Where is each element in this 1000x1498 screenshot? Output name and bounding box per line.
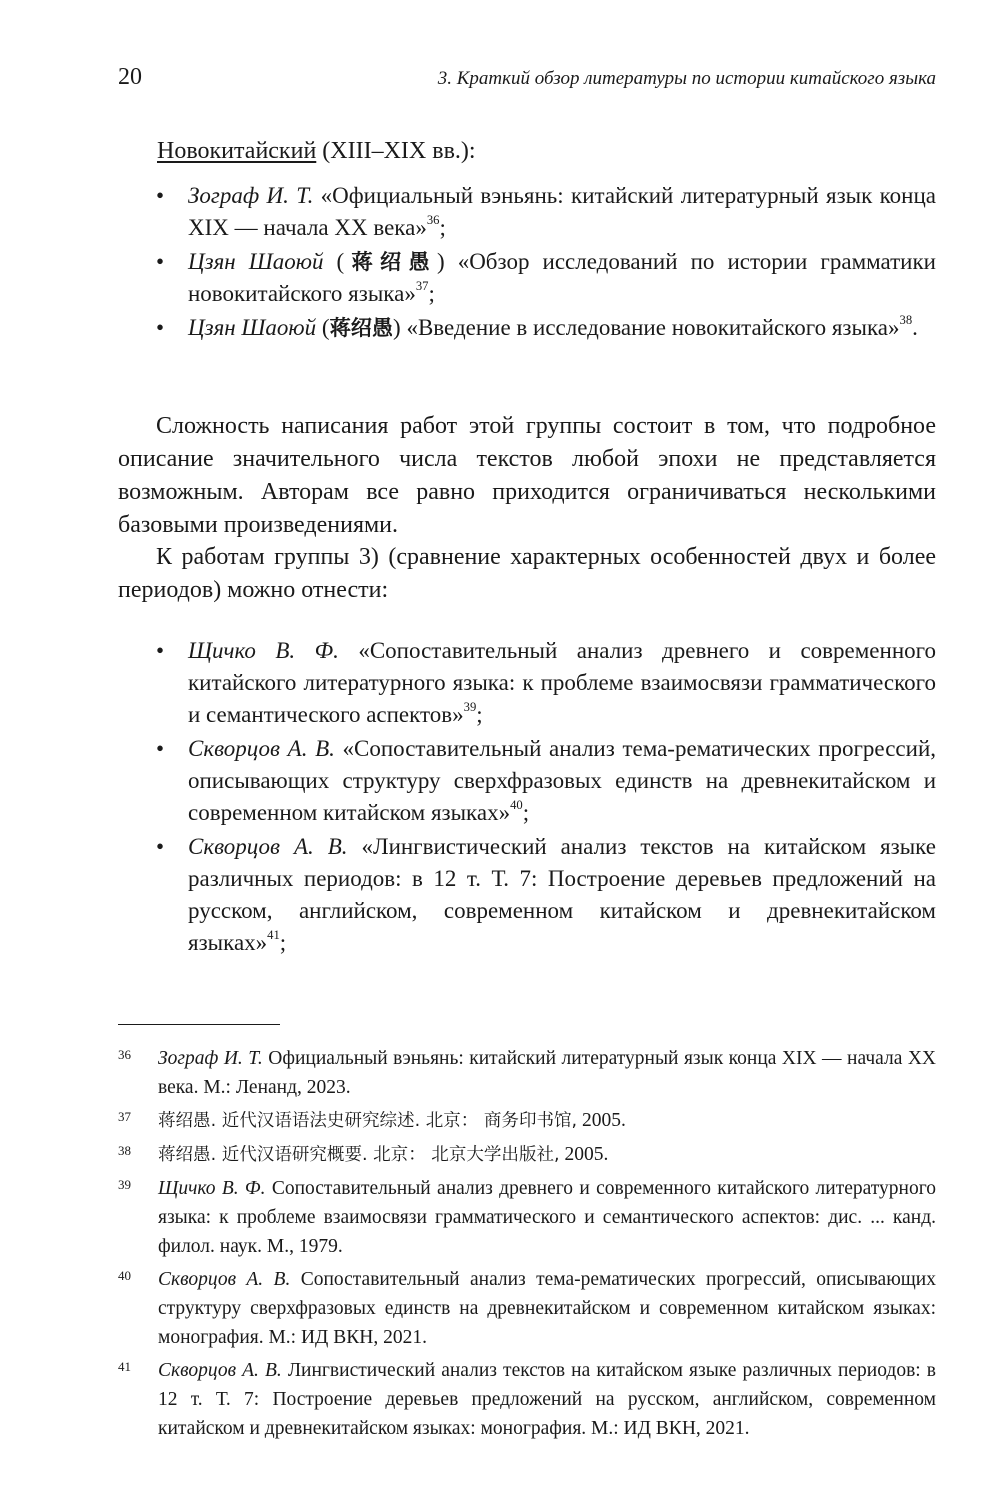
bullet-icon: • — [156, 183, 165, 208]
footnote-ref[interactable]: 37 — [415, 278, 429, 293]
footnote-text: Лингвистический анализ текстов на китайском языке различных периодов: в 12 т. Т. 7: Построение деревьев предложений на русском, английском, современном китайском и древнекитайском языках: монография. М.: ИД ВКН, 2021. — [158, 1360, 936, 1439]
footnote-text: Сопоставительный анализ древнего и современного китайского литературного языка: к проблеме взаимосвязи грамматического и семантического аспектов: дис. ... канд. филол. наук. М., 1979. — [158, 1178, 936, 1257]
item-author-cjk: 蒋绍愚 — [329, 315, 394, 340]
list-item: • Скворцов А. В. «Сопоставительный анализ тема-рематических прогрессий, описывающих структуру сверхфразовых единств на древнекитайском и современном китайском языках»$^{40}$; — [118, 733, 936, 829]
bullet-icon: • — [156, 834, 165, 859]
list-item: • Цзян Шаоюй (蒋绍愚) «Обзор исследований по истории грамматики новокитайского языка»$^{37}$; — [118, 246, 936, 310]
item-title: «Официальный вэньянь: китайский литературный язык конца XIX — начала XX века» — [188, 183, 936, 240]
footnote-number: 41 — [118, 1359, 131, 1374]
item-author: Скворцов А. В. — [188, 736, 335, 761]
footnote-ref[interactable]: 38 — [899, 312, 913, 327]
item-author: Цзян Шаоюй — [188, 315, 317, 340]
paragraph: Сложность написания работ этой группы состоит в том, что подробное описание значительного числа текстов любой эпохи не представляется возможным. Авторам все равно приходится ограничиваться несколькими базовыми произведениями. — [118, 413, 936, 538]
footnote-text: 2005. — [577, 1110, 626, 1131]
item-title: «Введение в исследование новокитайского языка» — [400, 315, 900, 340]
footnote-divider — [118, 1024, 280, 1025]
footnote-number: 39 — [118, 1177, 131, 1192]
footnote — [118, 1106, 936, 1136]
footnote-text: 2005. — [559, 1144, 609, 1165]
item-author: Цзян Шаоюй — [188, 249, 324, 274]
page-number: 20 — [118, 64, 142, 90]
footnote-number: 36 — [118, 1047, 131, 1062]
footnote-number: 40 — [118, 1268, 131, 1283]
bullet-icon: • — [156, 736, 165, 761]
footnote-cjk: 蒋绍愚. 近代汉语研究概要. 北京： 北京大学出版社, — [158, 1145, 560, 1165]
footnote-number: 37 — [118, 1109, 131, 1124]
section-heading-underlined: Новокитайский — [157, 138, 317, 164]
bullet-list-new-chinese — [118, 180, 936, 346]
bullet-icon: • — [156, 638, 165, 663]
item-author: Щичко В. Ф. — [188, 638, 339, 663]
footnote-author: Щичко В. Ф. — [158, 1178, 266, 1199]
section-heading — [157, 138, 476, 165]
bullet-icon: • — [156, 315, 165, 340]
footnote-cjk: 蒋绍愚. 近代汉语语法史研究综述. 北京： 商务印书馆, — [158, 1111, 578, 1131]
list-item: • Скворцов А. В. «Лингвистический анализ текстов на китайском языке различных периодов: в 12 т. Т. 7: Построение деревьев предложений на русском, английском, современном китайском и древнекитайском языках»$^{41}$; — [118, 831, 936, 959]
list-item: • Цзян Шаоюй (蒋绍愚) «Введение в исследование новокитайского языка»$^{38}$. — [118, 312, 936, 344]
footnote — [118, 1140, 936, 1170]
footnote — [118, 1044, 936, 1102]
running-title: 3. Краткий обзор литературы по истории китайского языка — [437, 68, 936, 89]
item-author-cjk: 蒋绍愚 — [344, 249, 437, 274]
footnote — [118, 1356, 936, 1443]
footnote-ref[interactable]: 39 — [463, 699, 477, 714]
bullet-list-comparative — [118, 635, 936, 961]
footnote — [118, 1265, 936, 1352]
footnote-author: Скворцов А. В. — [158, 1360, 282, 1381]
footnote-text: Сопоставительный анализ тема-рематических прогрессий, описывающих структуру сверхфразовых единств на древнекитайском и современном китайском языках: монография. М.: ИД ВКН, 2021. — [158, 1269, 936, 1348]
footnote-number: 38 — [118, 1143, 131, 1158]
item-title: «Сопоставительный анализ древнего и современного китайского литературного языка: к проблеме взаимосвязи грамматического и семантического аспектов» — [188, 638, 936, 727]
list-item: • Зограф И. Т. «Официальный вэньянь: китайский литературный язык конца XIX — начала XX века»$^{36}$; — [118, 180, 936, 244]
list-item: • Щичко В. Ф. «Сопоставительный анализ древнего и современного китайского литературного языка: к проблеме взаимосвязи грамматического и семантического аспектов»$^{39}$; — [118, 635, 936, 731]
footnote-author: Зограф И. Т. — [158, 1048, 263, 1069]
footnote-ref[interactable]: 41 — [267, 927, 280, 942]
footnote-text: Официальный вэньянь: китайский литературный язык конца XIX — начала XX века. М.: Ленанд, 2023. — [158, 1048, 936, 1098]
item-author: Зограф И. Т. — [188, 183, 314, 208]
bullet-icon: • — [156, 249, 165, 274]
item-title: «Лингвистический анализ текстов на китайском языке различных периодов: в 12 т. Т. 7: Построение деревьев предложений на русском, английском, современном китайском и древнекитайском языках» — [188, 834, 936, 955]
footnote-ref[interactable]: 40 — [510, 797, 523, 812]
footnotes — [118, 1044, 936, 1447]
section-heading-rest: (XIII–XIX вв.): — [316, 138, 476, 164]
footnote — [118, 1174, 936, 1261]
paragraph: К работам группы 3) (сравнение характерных особенностей двух и более периодов) можно отнести: — [118, 544, 936, 603]
item-title: «Обзор исследований по истории грамматики новокитайского языка» — [188, 249, 936, 306]
item-author: Скворцов А. В. — [188, 834, 348, 859]
footnote-ref[interactable]: 36 — [426, 212, 440, 227]
footnote-author: Скворцов А. В. — [158, 1269, 291, 1290]
item-title: «Сопоставительный анализ тема-рематических прогрессий, описывающих структуру сверхфразовых единств на древнекитайском и современном китайском языках» — [188, 736, 936, 825]
